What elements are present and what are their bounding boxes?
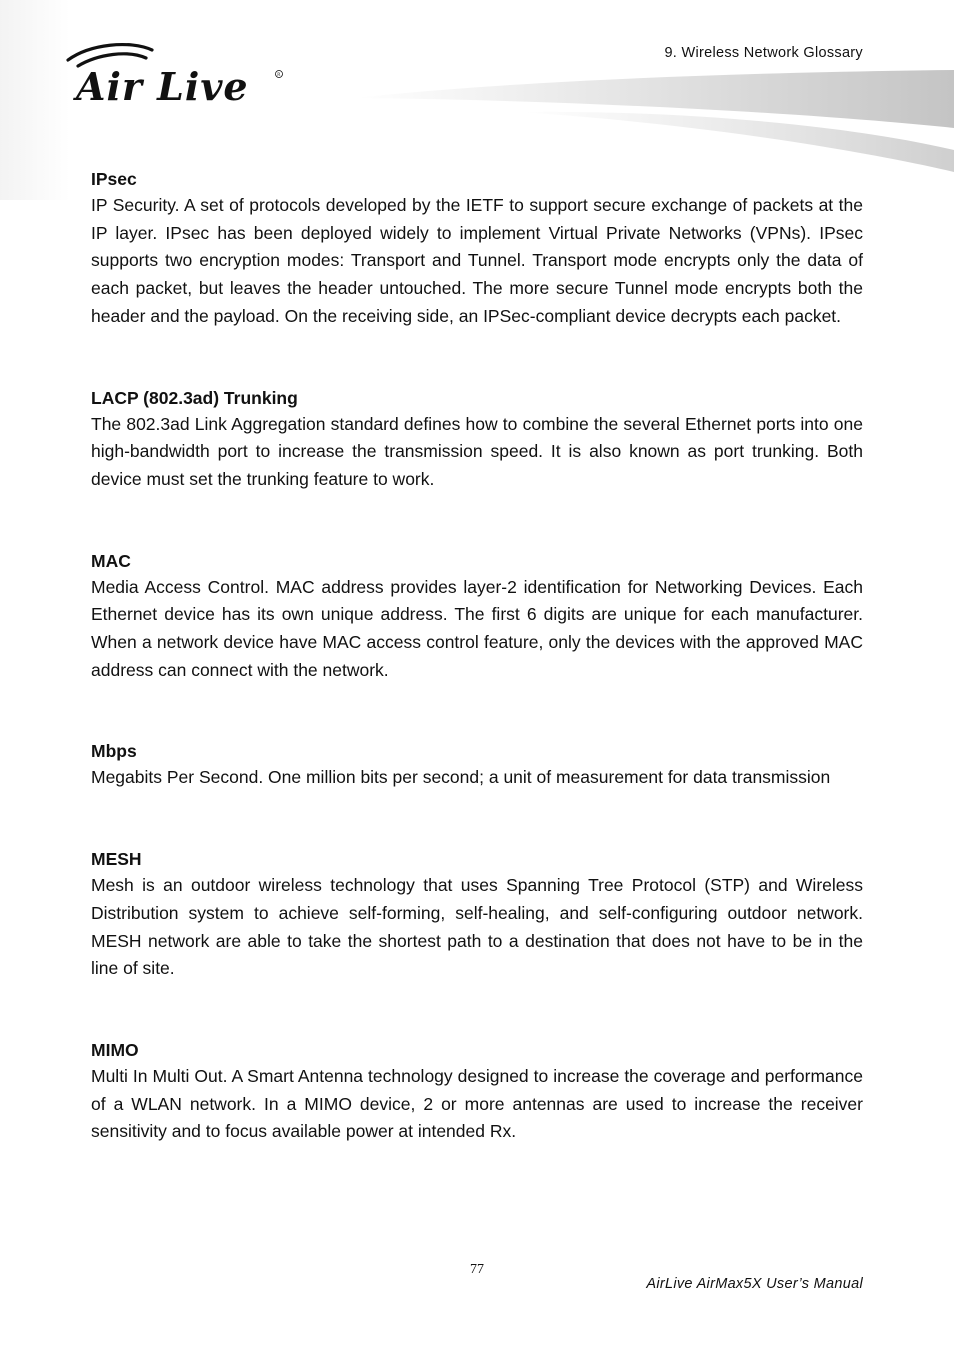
glossary-term: MESH [91, 849, 142, 870]
manual-title: AirLive AirMax5X User’s Manual [646, 1276, 863, 1292]
glossary-definition: Media Access Control. MAC address provides layer-2 identification for Networking Devices. Each Ethernet device has its own unique address. The first 6 digits are unique for each manufacturer. When a network device have MAC access control feature, only the devices with the approved MAC address can connect with the network. [91, 576, 863, 680]
glossary-term: MAC [91, 550, 131, 571]
glossary-definition: IP Security. A set of protocols developed by the IETF to support secure exchange of packets at the IP layer. IPsec has been deployed widely to implement Virtual Private Networks (VPNs). IPsec supports two encryption modes: Transport and Tunnel. Transport mode encrypts only the data of each packet, but leaves the header untouched. The more secure Tunnel mode encrypts both the header and the payload. On the receiving side, an IPSec-compliant device decrypts each packet. [91, 195, 863, 326]
glossary-term: Mbps [91, 741, 137, 762]
glossary-entry-ipsec [91, 166, 863, 331]
glossary-term: IPsec [91, 169, 137, 189]
page-number: 77 [470, 1262, 484, 1277]
svg-text:R: R [277, 73, 281, 78]
glossary-definition: The 802.3ad Link Aggregation standard defines how to combine the several Ethernet ports into one high-bandwidth port to increase the transmission speed. It is also known as port trunking. Both device must set the trunking feature to work. [91, 413, 863, 489]
glossary-entry-mbps [91, 738, 863, 792]
glossary-content [91, 166, 863, 1146]
glossary-definition: Megabits Per Second. One million bits per second; a unit of measurement for data transmission [91, 767, 831, 788]
section-title: 9. Wireless Network Glossary [664, 45, 863, 61]
glossary-entry-mimo [91, 1037, 863, 1146]
glossary-definition: Multi In Multi Out. A Smart Antenna technology designed to increase the coverage and performance of a WLAN network. In a MIMO device, 2 or more antennas are used to increase the receiver sensitivity and to focus available power at intended Rx. [91, 1065, 863, 1142]
glossary-definition: Mesh is an outdoor wireless technology that uses Spanning Tree Protocol (STP) and Wireless Distribution system to achieve self-forming, self-healing, and self-configuring outdoor network. MESH network are able to take the shortest path to a destination that does not have to be in the line of site. [91, 875, 863, 979]
glossary-term: MIMO [91, 1039, 139, 1060]
glossary-entry-mac [91, 548, 863, 685]
glossary-term: LACP (802.3ad) Trunking [91, 387, 298, 408]
svg-text:Air Live: Air Live [76, 64, 249, 108]
glossary-entry-lacp [91, 385, 863, 494]
glossary-entry-mesh [91, 846, 863, 983]
airlive-logo [60, 38, 290, 108]
